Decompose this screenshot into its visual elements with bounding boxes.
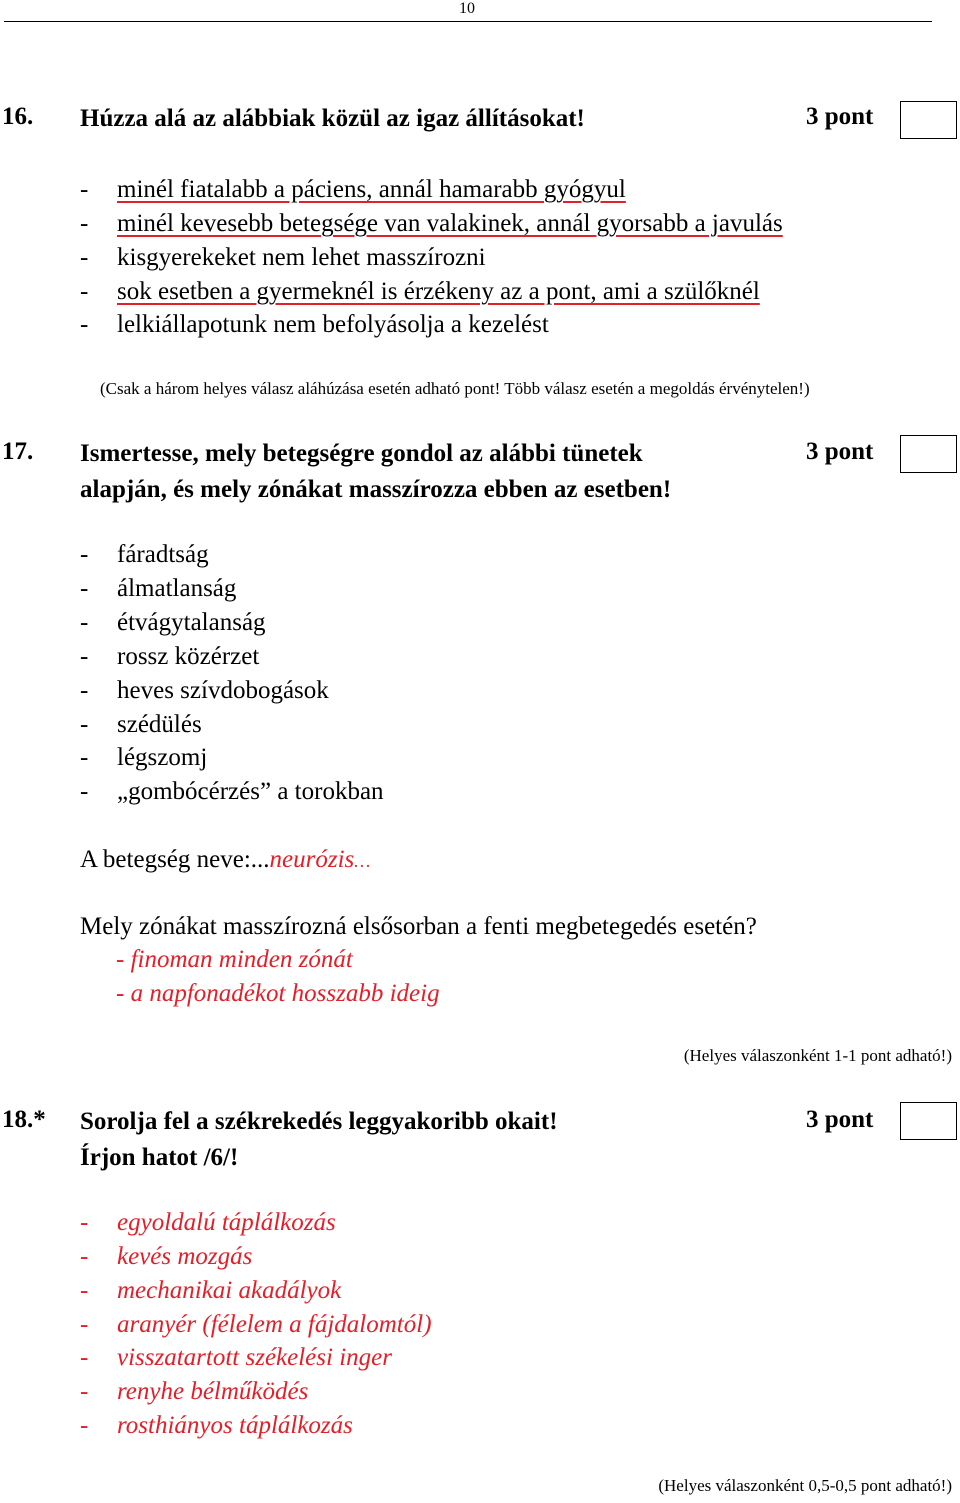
- header-rule: [4, 21, 932, 22]
- q18-dash: -: [80, 1412, 89, 1439]
- q17-disease-label: A betegség neve:...: [80, 846, 270, 873]
- q17-symptom: légszomj: [117, 744, 208, 771]
- q17-zones-answer: - a napfonadékot hosszabb ideig: [116, 980, 440, 1007]
- q17-scoring-note: (Helyes válaszonként 1-1 pont adható!): [683, 1046, 952, 1065]
- q18-answer: visszatartott székelési inger: [117, 1344, 392, 1371]
- q17-number: 17.: [2, 438, 34, 465]
- q18-title-line1: Sorolja fel a székrekedés leggyakoribb okait!: [80, 1108, 558, 1135]
- q17-dash: -: [80, 677, 89, 704]
- q16-score-box[interactable]: [900, 101, 957, 139]
- q17-symptom: heves szívdobogások: [117, 677, 329, 704]
- q16-dash: -: [80, 176, 89, 203]
- q18-answer: renyhe bélműködés: [117, 1378, 309, 1405]
- q17-title-line1: Ismertesse, mely betegségre gondol az alábbi tünetek: [80, 440, 643, 467]
- q16-dash: -: [80, 311, 89, 338]
- q17-symptom: étvágytalanság: [117, 609, 266, 636]
- q16-statement: minél fiatalabb a páciens, annál hamarabb gyógyul: [117, 176, 626, 203]
- q16-number: 16.: [2, 103, 34, 130]
- q18-score-box[interactable]: [900, 1102, 957, 1140]
- q16-dash: -: [80, 278, 89, 305]
- q17-dash: -: [80, 744, 89, 771]
- q16-dash: -: [80, 244, 89, 271]
- q18-answer: mechanikai akadályok: [117, 1277, 342, 1304]
- q17-symptom: fáradtság: [117, 541, 209, 568]
- q18-title-line2: Írjon hatot /6/!: [80, 1144, 239, 1171]
- q17-dash: -: [80, 575, 89, 602]
- q17-symptom: szédülés: [117, 711, 202, 738]
- q18-number: 18.*: [2, 1106, 46, 1133]
- q16-dash: -: [80, 210, 89, 237]
- q17-symptom: álmatlanság: [117, 575, 237, 602]
- q17-zones-answer: - finoman minden zónát: [116, 946, 353, 973]
- q17-disease-line: [80, 846, 370, 874]
- q17-dash: -: [80, 711, 89, 738]
- q18-dash: -: [80, 1378, 89, 1405]
- q17-points: 3 pont: [806, 438, 874, 465]
- q18-answer: aranyér (félelem a fájdalomtól): [117, 1311, 432, 1338]
- q17-disease-trailing: …: [354, 851, 371, 871]
- q17-score-box[interactable]: [900, 435, 957, 473]
- q16-points: 3 pont: [806, 103, 874, 130]
- q17-disease-answer: neurózis: [269, 846, 355, 873]
- q18-scoring-note: (Helyes válaszonként 0,5-0,5 pont adható!): [658, 1476, 952, 1495]
- q17-zones-question: Mely zónákat masszírozná elsősorban a fenti megbetegedés esetén?: [80, 913, 757, 940]
- q18-dash: -: [80, 1311, 89, 1338]
- q18-points: 3 pont: [806, 1106, 874, 1133]
- q16-title: Húzza alá az alábbiak közül az igaz állításokat!: [80, 105, 585, 132]
- q18-dash: -: [80, 1344, 89, 1371]
- q18-answer: rosthiányos táplálkozás: [117, 1412, 353, 1439]
- q18-dash: -: [80, 1209, 89, 1236]
- q17-symptom: „gombócérzés” a torokban: [117, 778, 384, 805]
- q18-answer: egyoldalú táplálkozás: [117, 1209, 336, 1236]
- q16-statement: lelkiállapotunk nem befolyásolja a kezelést: [117, 311, 549, 338]
- q18-answer: kevés mozgás: [117, 1243, 253, 1270]
- q16-statement: kisgyerekeket nem lehet masszírozni: [117, 244, 486, 271]
- q16-statement: sok esetben a gyermeknél is érzékeny az a pont, ami a szülőknél: [117, 278, 760, 305]
- q16-statement: minél kevesebb betegsége van valakinek, annál gyorsabb a javulás: [117, 210, 783, 237]
- q18-dash: -: [80, 1277, 89, 1304]
- q17-dash: -: [80, 778, 89, 805]
- page-number: 10: [459, 0, 475, 17]
- q16-scoring-note: (Csak a három helyes válasz aláhúzása esetén adható pont! Több válasz esetén a megoldás érvénytelen!): [100, 379, 810, 398]
- q17-title-line2: alapján, és mely zónákat masszírozza ebben az esetben!: [80, 476, 672, 503]
- q17-dash: -: [80, 541, 89, 568]
- q18-dash: -: [80, 1243, 89, 1270]
- q17-dash: -: [80, 643, 89, 670]
- q17-dash: -: [80, 609, 89, 636]
- q17-symptom: rossz közérzet: [117, 643, 260, 670]
